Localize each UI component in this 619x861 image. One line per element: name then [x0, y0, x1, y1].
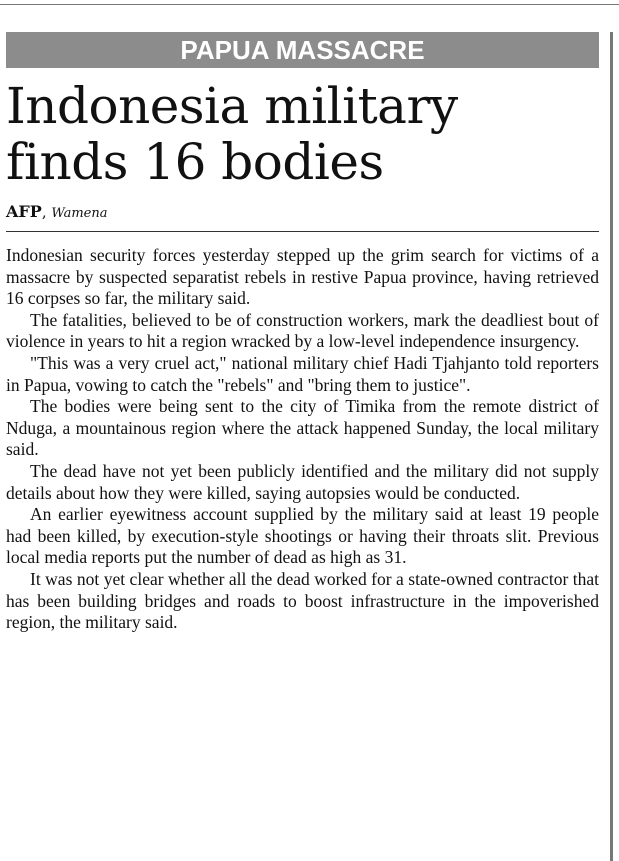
headline-line-1: Indonesia military: [6, 77, 458, 135]
paragraph-1: Indonesian security forces yesterday stepped up the grim search for victims of a massacre by suspected separatist rebels in restive Papua province, having retrieved 16 corpses so far, the military said.: [6, 245, 599, 309]
byline-agency: AFP: [6, 202, 42, 221]
headline-line-2: finds 16 bodies: [6, 133, 384, 191]
kicker-banner: PAPUA MASSACRE: [6, 32, 599, 68]
byline-rule: [6, 231, 599, 232]
headline: [6, 78, 599, 190]
news-article: [6, 32, 599, 861]
article-body: [6, 245, 599, 634]
byline-dateline: Wamena: [51, 206, 108, 221]
paragraph-2: The fatalities, believed to be of construction workers, mark the deadliest bout of violence in years to hit a region wracked by a low-level independence insurgency.: [6, 309, 599, 352]
top-rule: [0, 4, 619, 5]
byline: [6, 203, 599, 223]
paragraph-6: An earlier eyewitness account supplied by the military said at least 19 people had been killed, by execution-style shootings or having their throats slit. Previous local media reports put the number of dead as high as 31.: [6, 504, 599, 568]
byline-separator: ,: [41, 203, 47, 221]
paragraph-5: The dead have not yet been publicly identified and the military did not supply details about how they were killed, saying autopsies would be conducted.: [6, 460, 599, 503]
paragraph-4: The bodies were being sent to the city of Timika from the remote district of Nduga, a mountainous region where the attack happened Sunday, the local military said.: [6, 396, 599, 460]
paragraph-7: It was not yet clear whether all the dead worked for a state-owned contractor that has been building bridges and roads to boost infrastructure in the impoverished region, the military said.: [6, 568, 599, 633]
paragraph-3: "This was a very cruel act," national military chief Hadi Tjahjanto told reporters in Papua, vowing to catch the "rebels" and "bring them to justice".: [6, 352, 599, 395]
column-rule: [610, 32, 613, 861]
